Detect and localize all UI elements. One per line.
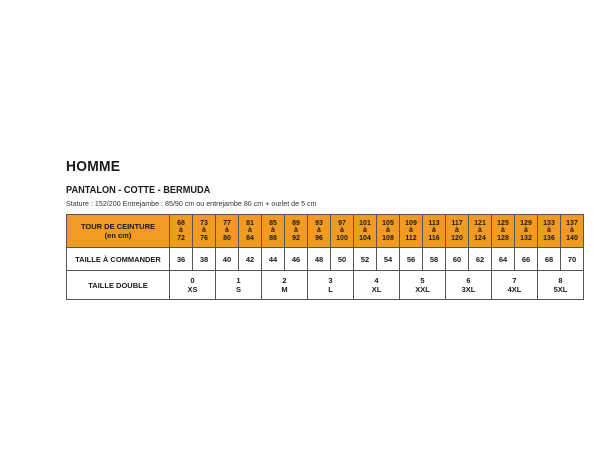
waist-range-part: 124 bbox=[474, 234, 486, 242]
waist-range-part: à bbox=[524, 227, 528, 235]
waist-range-cell bbox=[354, 215, 377, 248]
waist-range-part: 120 bbox=[451, 234, 463, 242]
waist-range-part: 117 bbox=[451, 219, 463, 227]
order-size-cell: 52 bbox=[354, 248, 377, 271]
waist-range-part: à bbox=[225, 227, 229, 235]
waist-range-part: à bbox=[317, 227, 321, 235]
waist-range-part: 72 bbox=[177, 234, 185, 242]
waist-range-part: 100 bbox=[336, 234, 348, 242]
double-size-label: 4XL bbox=[507, 285, 522, 294]
order-size-cell: 36 bbox=[170, 248, 193, 271]
product-title: PANTALON - COTTE - BERMUDA bbox=[66, 185, 211, 196]
waist-range-part: 97 bbox=[338, 219, 346, 227]
double-size-label: XL bbox=[371, 285, 382, 294]
waist-range-cell bbox=[170, 215, 193, 248]
waist-range-cell bbox=[400, 215, 423, 248]
waist-range-cell bbox=[285, 215, 308, 248]
double-size-number: 4 bbox=[374, 276, 379, 285]
waist-range-cell bbox=[262, 215, 285, 248]
double-size-label: XXL bbox=[415, 285, 430, 294]
waist-range-part: 108 bbox=[382, 234, 394, 242]
order-size-cell: 60 bbox=[446, 248, 469, 271]
order-size-cell: 70 bbox=[561, 248, 584, 271]
waist-range-part: 105 bbox=[382, 219, 394, 227]
order-size-cell: 62 bbox=[469, 248, 492, 271]
waist-range-part: 89 bbox=[292, 219, 300, 227]
order-size-cell: 64 bbox=[492, 248, 515, 271]
double-size-cell bbox=[354, 271, 400, 300]
waist-range-part: 140 bbox=[566, 234, 578, 242]
waist-range-part: 93 bbox=[315, 219, 323, 227]
waist-range-cell bbox=[216, 215, 239, 248]
double-size-label: M bbox=[281, 285, 288, 294]
order-size-cell: 66 bbox=[515, 248, 538, 271]
waist-range-cell bbox=[423, 215, 446, 248]
double-size-label: S bbox=[235, 285, 241, 294]
waist-range-part: à bbox=[363, 227, 367, 235]
waist-range-cell bbox=[193, 215, 216, 248]
waist-range-part: 104 bbox=[359, 234, 371, 242]
double-size-cell bbox=[216, 271, 262, 300]
double-size-number: 5 bbox=[420, 276, 425, 285]
waist-range-part: 96 bbox=[315, 234, 323, 242]
order-size-cell: 46 bbox=[285, 248, 308, 271]
waist-range-cell bbox=[561, 215, 584, 248]
waist-range-part: 81 bbox=[246, 219, 254, 227]
waist-range-part: à bbox=[409, 227, 413, 235]
waist-range-part: 121 bbox=[474, 219, 486, 227]
double-size-cell bbox=[308, 271, 354, 300]
waist-range-part: 133 bbox=[543, 219, 555, 227]
double-size-number: 2 bbox=[282, 276, 287, 285]
waist-range-cell bbox=[239, 215, 262, 248]
section-title: HOMME bbox=[66, 158, 121, 175]
waist-row bbox=[67, 215, 584, 248]
waist-range-part: 80 bbox=[223, 234, 231, 242]
order-size-cell: 68 bbox=[538, 248, 561, 271]
double-size-cell bbox=[170, 271, 216, 300]
double-size-row bbox=[67, 271, 584, 300]
double-size-cell bbox=[400, 271, 446, 300]
waist-range-part: 109 bbox=[405, 219, 417, 227]
double-size-number: 3 bbox=[328, 276, 333, 285]
order-size-row bbox=[67, 248, 584, 271]
waist-range-part: à bbox=[248, 227, 252, 235]
waist-range-part: 129 bbox=[520, 219, 532, 227]
size-chart-table bbox=[66, 214, 584, 300]
double-size-cell bbox=[446, 271, 492, 300]
waist-range-part: 73 bbox=[200, 219, 208, 227]
waist-header bbox=[67, 215, 170, 248]
waist-range-part: 68 bbox=[177, 219, 185, 227]
waist-range-part: à bbox=[202, 227, 206, 235]
waist-range-part: à bbox=[432, 227, 436, 235]
double-size-cell bbox=[262, 271, 308, 300]
double-size-number: 1 bbox=[236, 276, 241, 285]
waist-range-part: 113 bbox=[428, 219, 440, 227]
waist-range-part: à bbox=[340, 227, 344, 235]
waist-range-part: à bbox=[294, 227, 298, 235]
waist-range-cell bbox=[331, 215, 354, 248]
order-size-cell: 38 bbox=[193, 248, 216, 271]
waist-header-unit: (en cm) bbox=[104, 231, 132, 240]
waist-range-part: 137 bbox=[566, 219, 578, 227]
double-size-cell bbox=[492, 271, 538, 300]
waist-range-part: 77 bbox=[223, 219, 231, 227]
stature-note: Stature : 152/200 Entrejambe : 85/90 cm ou entrejambe 80 cm + ourlet de 5 cm bbox=[66, 199, 317, 208]
double-size-label: L bbox=[328, 285, 333, 294]
waist-range-cell bbox=[446, 215, 469, 248]
double-size-label: 5XL bbox=[553, 285, 568, 294]
waist-range-cell bbox=[308, 215, 331, 248]
waist-range-cell bbox=[492, 215, 515, 248]
waist-range-part: 128 bbox=[497, 234, 509, 242]
order-header: TAILLE À COMMANDER bbox=[67, 248, 170, 271]
waist-range-part: à bbox=[271, 227, 275, 235]
order-size-cell: 44 bbox=[262, 248, 285, 271]
waist-range-part: à bbox=[478, 227, 482, 235]
waist-range-cell bbox=[377, 215, 400, 248]
waist-header-label: TOUR DE CEINTURE bbox=[80, 222, 156, 231]
double-size-label: 3XL bbox=[461, 285, 476, 294]
waist-range-cell bbox=[515, 215, 538, 248]
waist-range-part: 76 bbox=[200, 234, 208, 242]
double-size-number: 8 bbox=[558, 276, 563, 285]
waist-range-part: 84 bbox=[246, 234, 254, 242]
waist-range-part: à bbox=[570, 227, 574, 235]
waist-range-part: 85 bbox=[269, 219, 277, 227]
waist-range-part: à bbox=[547, 227, 551, 235]
waist-range-part: 92 bbox=[292, 234, 300, 242]
waist-range-part: à bbox=[179, 227, 183, 235]
waist-range-part: 88 bbox=[269, 234, 277, 242]
order-size-cell: 50 bbox=[331, 248, 354, 271]
order-size-cell: 48 bbox=[308, 248, 331, 271]
order-size-cell: 56 bbox=[400, 248, 423, 271]
double-size-number: 0 bbox=[190, 276, 195, 285]
order-size-cell: 40 bbox=[216, 248, 239, 271]
waist-range-part: à bbox=[386, 227, 390, 235]
waist-range-part: 132 bbox=[520, 234, 532, 242]
order-size-cell: 54 bbox=[377, 248, 400, 271]
order-size-cell: 42 bbox=[239, 248, 262, 271]
waist-range-part: 101 bbox=[359, 219, 371, 227]
waist-range-part: 125 bbox=[497, 219, 509, 227]
double-size-number: 7 bbox=[512, 276, 517, 285]
double-size-label: XS bbox=[187, 285, 198, 294]
waist-range-part: 116 bbox=[428, 234, 440, 242]
waist-range-part: 136 bbox=[543, 234, 555, 242]
waist-range-cell bbox=[469, 215, 492, 248]
double-size-cell bbox=[538, 271, 584, 300]
waist-range-cell bbox=[538, 215, 561, 248]
waist-range-part: à bbox=[501, 227, 505, 235]
double-header: TAILLE DOUBLE bbox=[67, 271, 170, 300]
waist-range-part: 112 bbox=[405, 234, 417, 242]
double-size-number: 6 bbox=[466, 276, 471, 285]
waist-range-part: à bbox=[455, 227, 459, 235]
order-size-cell: 58 bbox=[423, 248, 446, 271]
